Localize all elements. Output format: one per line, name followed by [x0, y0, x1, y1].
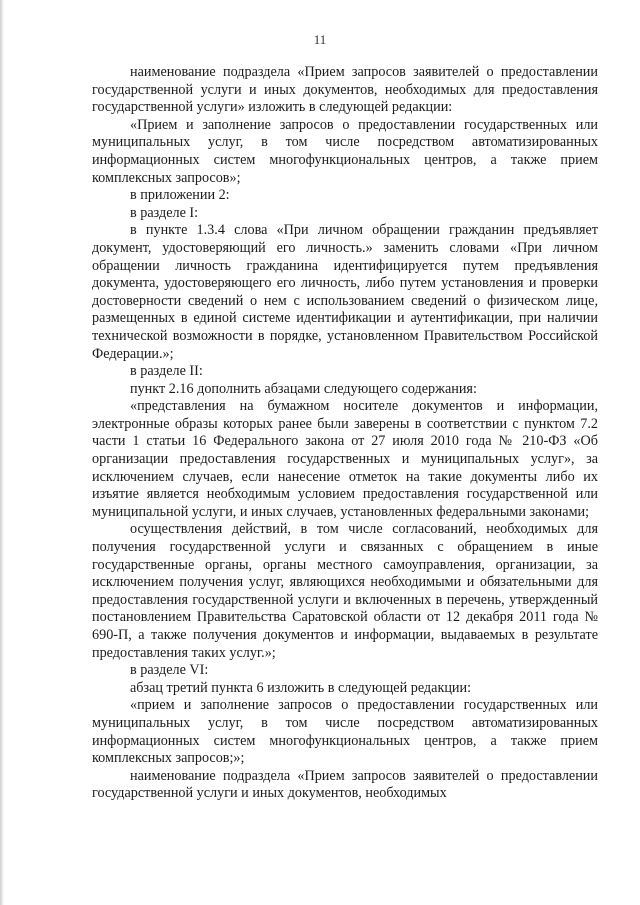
paragraph: в разделе I:	[130, 204, 199, 221]
page-number: 11	[313, 32, 327, 47]
paragraph: в пункте 1.3.4 слова «При личном обращении гражданин предъявляет документ, удостоверяющий его личность.» заменить словами «При личном обращении личность гражданина идентифицируется путем предъявления документа, удостоверяющего его личность, либо путем установления и проверки достоверности сведений о нем с использованием сведений о физическом лице, размещенных в единой системе идентификации и аутентификации, при наличии технической возможности в порядке, установленном Правительством Российской Федерации.»;	[92, 222, 598, 362]
paragraph: осуществления действий, в том числе согласований, необходимых для получения государственной услуги и связанных с обращением в иные государственные органы, органы местного самоуправления, организации, за исключением получения услуг, являющихся необходимыми и обязательными для предоставления государственной услуги и включенных в перечень, утвержденный постановлением Правительства Саратовской области от 12 декабря 2011 года № 690-П, а также получения документов и информации, выдаваемых в результате предоставления таких услуг.»;	[92, 521, 598, 661]
document-body	[92, 64, 598, 803]
paragraph: «Прием и заполнение запросов о предоставлении государственных или муниципальных услуг, в том числе посредством автоматизированных информационных систем многофункциональных центров, а также прием комплексных запросов»;	[92, 116, 598, 186]
paragraph: в разделе VI:	[130, 662, 209, 679]
paragraph: «представления на бумажном носителе документов и информации, электронные образы которых ранее были заверены в соответствии с пунктом 7.2 части 1 статьи 16 Федерального закона от 27 июля 2010 года № 210-ФЗ «Об организации предоставления государственных и муниципальных услуг», за исключением случаев, если нанесение отметок на такие документы либо их изъятие является необходимым условием предоставления государственной или муниципальной услуги, и иных случаев, установленных федеральными законами;	[92, 398, 598, 520]
scan-edge	[0, 0, 4, 905]
paragraph: пункт 2.16 дополнить абзацами следующего содержания:	[130, 380, 477, 397]
paragraph: абзац третий пункта 6 изложить в следующей редакции:	[130, 679, 472, 696]
paragraph: в приложении 2:	[130, 187, 230, 204]
paragraph: «прием и заполнение запросов о предоставлении государственных или муниципальных услуг, в том числе посредством автоматизированных информационных систем многофункциональных центров, а также прием комплексных запросов;»;	[92, 697, 598, 767]
paragraph: наименование подраздела «Прием запросов заявителей о предоставлении государственной услуги и иных документов, необходимых для предоставления государственной услуги» изложить в следующей редакции:	[92, 64, 598, 116]
paragraph: наименование подраздела «Прием запросов заявителей о предоставлении государственной услуги и иных документов, необходимых	[92, 767, 598, 802]
paragraph: в разделе II:	[130, 363, 203, 380]
